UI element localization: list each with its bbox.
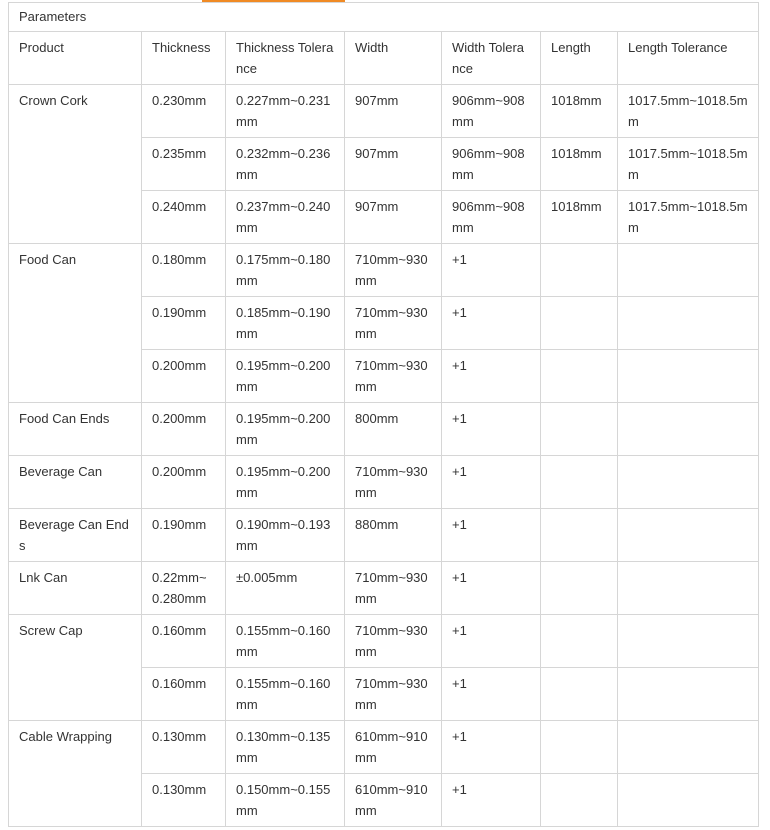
table-row <box>9 403 759 456</box>
cell-thickness: 0.235mm <box>142 138 226 191</box>
cell-width: 610mm~910mm <box>345 721 442 774</box>
cell-width: 610mm~910mm <box>345 774 442 827</box>
cell-length <box>541 244 618 297</box>
cell-length <box>541 721 618 774</box>
cell-thickness-tolerance: 0.130mm~0.135mm <box>226 721 345 774</box>
cell-product: Food Can Ends <box>9 403 142 456</box>
cell-width: 710mm~930mm <box>345 615 442 668</box>
cell-length <box>541 774 618 827</box>
cell-width-tolerance: 906mm~908mm <box>442 138 541 191</box>
cell-thickness: 0.200mm <box>142 403 226 456</box>
cell-length-tolerance <box>618 615 759 668</box>
cell-width: 800mm <box>345 403 442 456</box>
cell-length-tolerance <box>618 774 759 827</box>
cell-thickness: 0.160mm <box>142 668 226 721</box>
cell-thickness: 0.130mm <box>142 721 226 774</box>
cell-width: 710mm~930mm <box>345 297 442 350</box>
cell-product: Food Can <box>9 244 142 403</box>
header-thickness-tolerance: Thickness Tolerance <box>226 32 345 85</box>
cell-thickness-tolerance: ±0.005mm <box>226 562 345 615</box>
cell-length <box>541 509 618 562</box>
cell-thickness: 0.180mm <box>142 244 226 297</box>
cell-length: 1018mm <box>541 191 618 244</box>
cell-width: 907mm <box>345 191 442 244</box>
cell-thickness: 0.160mm <box>142 615 226 668</box>
cell-product: Cable Wrapping <box>9 721 142 827</box>
cell-width-tolerance: +1 <box>442 562 541 615</box>
cell-length-tolerance <box>618 297 759 350</box>
cell-thickness-tolerance: 0.195mm~0.200mm <box>226 403 345 456</box>
header-length: Length <box>541 32 618 85</box>
cell-thickness-tolerance: 0.237mm~0.240mm <box>226 191 345 244</box>
cell-thickness-tolerance: 0.227mm~0.231mm <box>226 85 345 138</box>
cell-width: 710mm~930mm <box>345 350 442 403</box>
header-width-tolerance: Width Tolerance <box>442 32 541 85</box>
cell-thickness: 0.200mm <box>142 456 226 509</box>
cell-width-tolerance: +1 <box>442 774 541 827</box>
cell-width-tolerance: +1 <box>442 509 541 562</box>
cell-width: 710mm~930mm <box>345 562 442 615</box>
cell-length-tolerance: 1017.5mm~1018.5mm <box>618 138 759 191</box>
cell-length-tolerance: 1017.5mm~1018.5mm <box>618 191 759 244</box>
cell-length <box>541 403 618 456</box>
cell-length-tolerance <box>618 668 759 721</box>
cell-thickness-tolerance: 0.190mm~0.193mm <box>226 509 345 562</box>
table-row <box>9 244 759 297</box>
cell-length <box>541 297 618 350</box>
cell-length-tolerance <box>618 403 759 456</box>
parameters-table <box>8 2 759 827</box>
cell-width: 907mm <box>345 138 442 191</box>
table-row <box>9 615 759 668</box>
cell-length-tolerance: 1017.5mm~1018.5mm <box>618 85 759 138</box>
cell-width-tolerance: 906mm~908mm <box>442 85 541 138</box>
cell-width: 710mm~930mm <box>345 244 442 297</box>
cell-thickness-tolerance: 0.150mm~0.155mm <box>226 774 345 827</box>
cell-length <box>541 668 618 721</box>
cell-length-tolerance <box>618 721 759 774</box>
table-row <box>9 456 759 509</box>
table-row <box>9 85 759 138</box>
cell-length-tolerance <box>618 456 759 509</box>
cell-width: 710mm~930mm <box>345 668 442 721</box>
cell-width-tolerance: +1 <box>442 615 541 668</box>
header-length-tolerance: Length Tolerance <box>618 32 759 85</box>
cell-length <box>541 456 618 509</box>
cell-thickness: 0.230mm <box>142 85 226 138</box>
header-thickness: Thickness <box>142 32 226 85</box>
cell-width: 880mm <box>345 509 442 562</box>
cell-thickness: 0.190mm <box>142 297 226 350</box>
cell-width: 907mm <box>345 85 442 138</box>
cell-thickness: 0.190mm <box>142 509 226 562</box>
cell-length-tolerance <box>618 350 759 403</box>
cell-length: 1018mm <box>541 138 618 191</box>
table-header-row <box>9 32 759 85</box>
table-row <box>9 509 759 562</box>
table-title: Parameters <box>9 3 759 32</box>
table-row <box>9 721 759 774</box>
cell-width-tolerance: +1 <box>442 403 541 456</box>
parameters-table-container <box>8 2 758 827</box>
cell-width-tolerance: 906mm~908mm <box>442 191 541 244</box>
cell-thickness-tolerance: 0.155mm~0.160mm <box>226 668 345 721</box>
cell-product: Beverage Can Ends <box>9 509 142 562</box>
header-width: Width <box>345 32 442 85</box>
cell-thickness-tolerance: 0.195mm~0.200mm <box>226 456 345 509</box>
cell-width-tolerance: +1 <box>442 668 541 721</box>
cell-length <box>541 562 618 615</box>
cell-thickness: 0.240mm <box>142 191 226 244</box>
cell-thickness-tolerance: 0.185mm~0.190mm <box>226 297 345 350</box>
cell-width-tolerance: +1 <box>442 297 541 350</box>
cell-thickness: 0.200mm <box>142 350 226 403</box>
cell-thickness-tolerance: 0.175mm~0.180mm <box>226 244 345 297</box>
cell-thickness-tolerance: 0.155mm~0.160mm <box>226 615 345 668</box>
header-product: Product <box>9 32 142 85</box>
cell-length <box>541 615 618 668</box>
cell-product: Crown Cork <box>9 85 142 244</box>
cell-width: 710mm~930mm <box>345 456 442 509</box>
cell-thickness: 0.130mm <box>142 774 226 827</box>
cell-thickness: 0.22mm~0.280mm <box>142 562 226 615</box>
cell-length-tolerance <box>618 509 759 562</box>
cell-width-tolerance: +1 <box>442 244 541 297</box>
cell-thickness-tolerance: 0.232mm~0.236mm <box>226 138 345 191</box>
cell-width-tolerance: +1 <box>442 350 541 403</box>
cell-length: 1018mm <box>541 85 618 138</box>
cell-thickness-tolerance: 0.195mm~0.200mm <box>226 350 345 403</box>
table-row <box>9 562 759 615</box>
cell-width-tolerance: +1 <box>442 721 541 774</box>
cell-product: Screw Cap <box>9 615 142 721</box>
cell-width-tolerance: +1 <box>442 456 541 509</box>
cell-length-tolerance <box>618 244 759 297</box>
cell-product: Lnk Can <box>9 562 142 615</box>
cell-length <box>541 350 618 403</box>
cell-length-tolerance <box>618 562 759 615</box>
cell-product: Beverage Can <box>9 456 142 509</box>
